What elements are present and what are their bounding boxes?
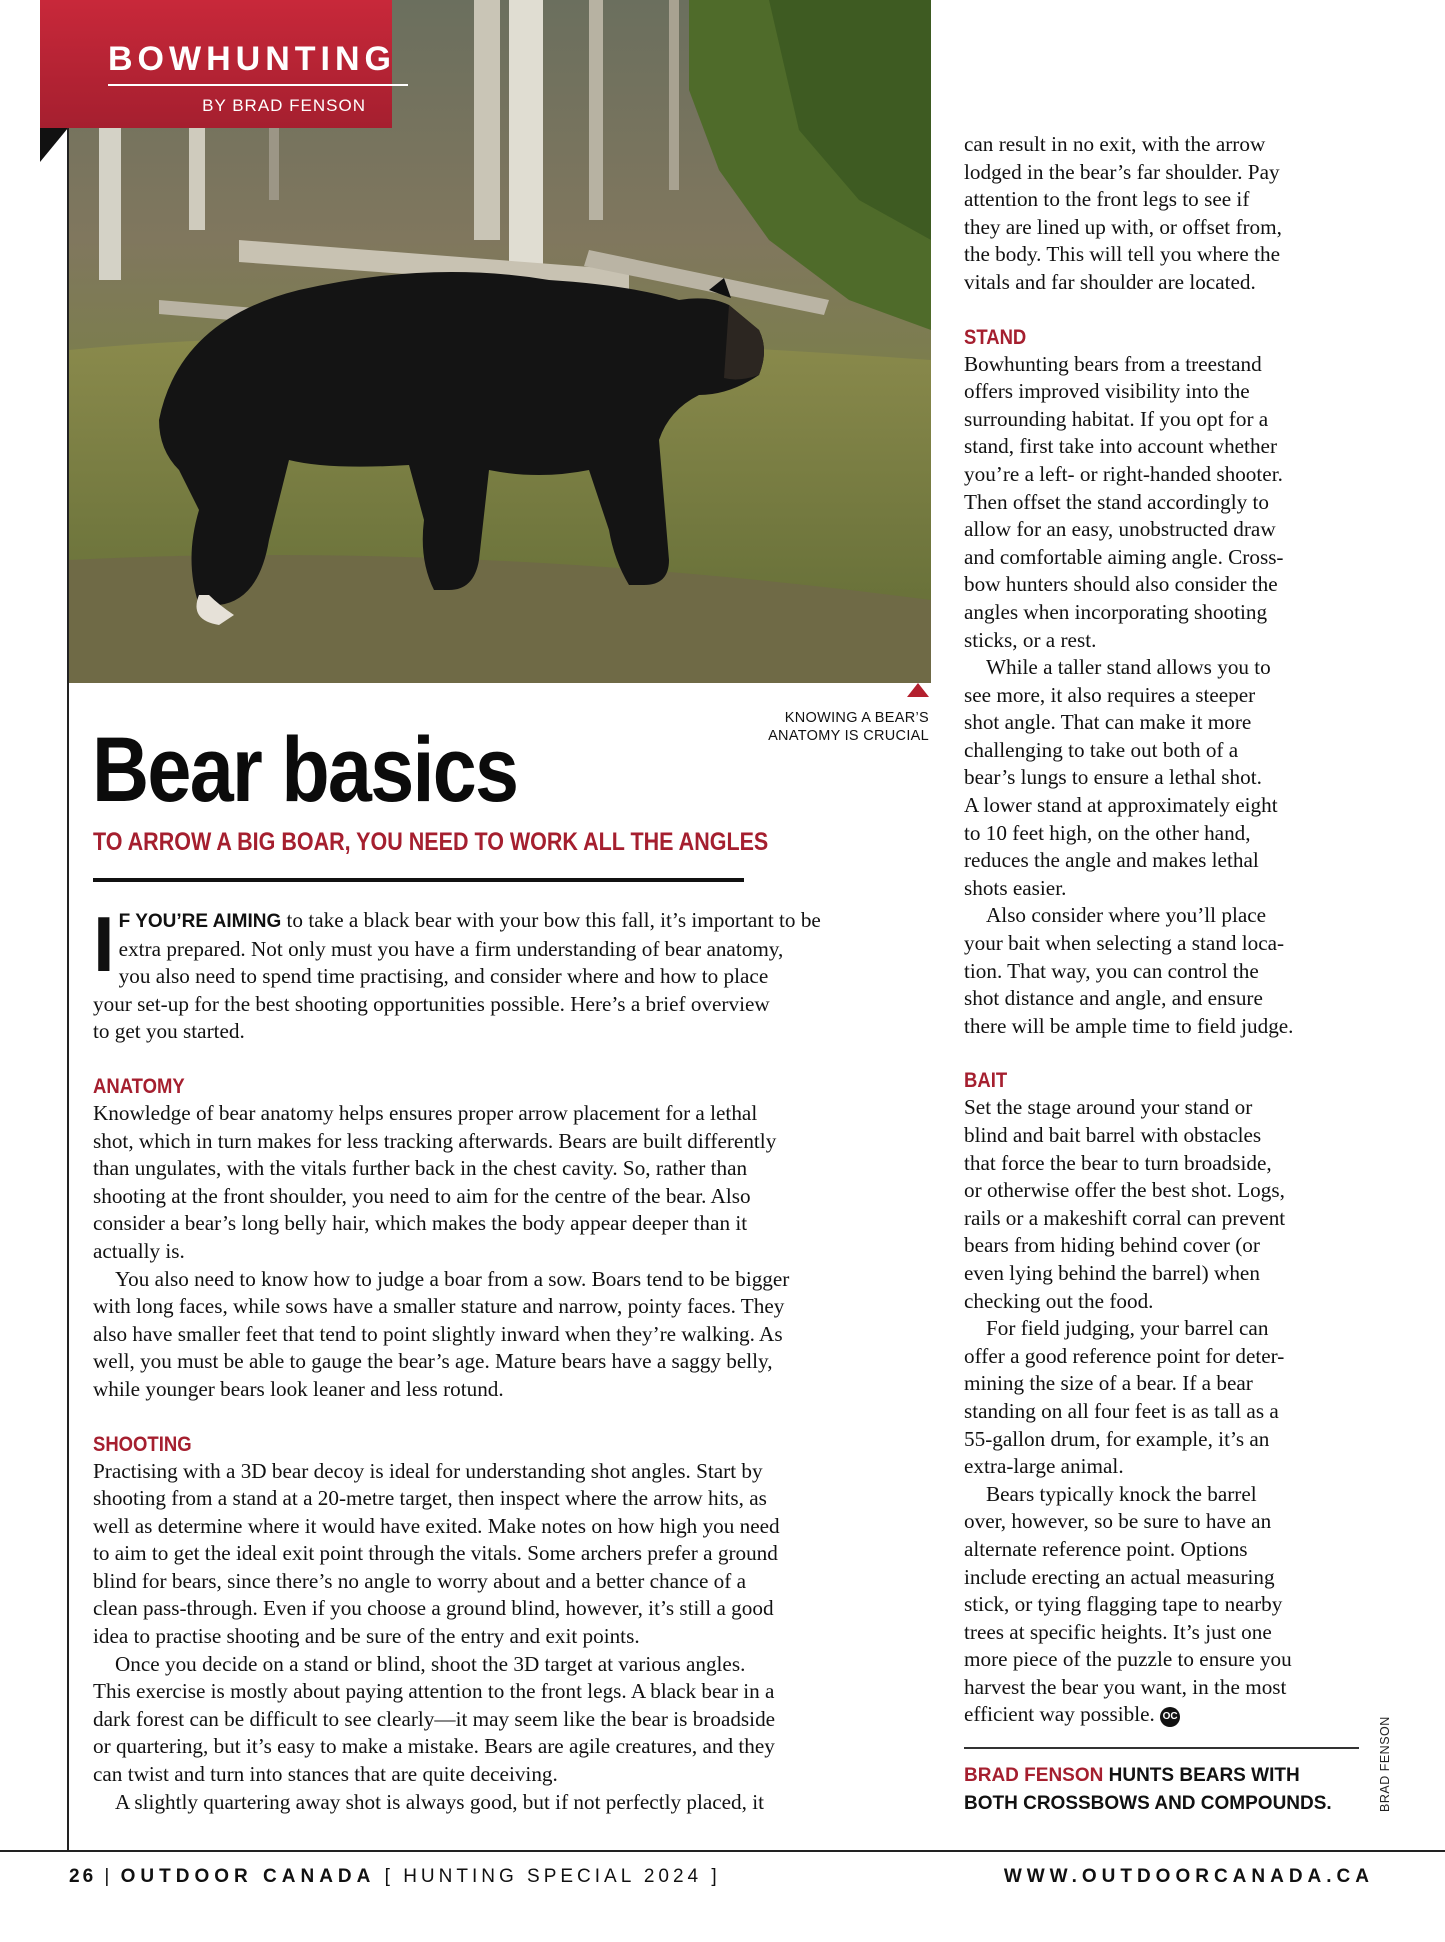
- body-paragraph: [964, 351, 1364, 655]
- text-line: 55-gallon drum, for example, it’s an: [964, 1426, 1270, 1451]
- text-line: your set-up for the best shooting opportunities possible. Here’s a brief overview: [93, 991, 770, 1016]
- text-line: lodged in the bear’s far shoulder. Pay: [964, 159, 1280, 184]
- text-line: you also need to spend time practising, and consider where and how to place: [118, 964, 769, 989]
- section-heading: BAIT: [964, 1069, 1008, 1093]
- body-paragraph: [93, 1789, 933, 1817]
- text-line: Also consider where you’ll place: [986, 903, 1267, 928]
- text-line: blind for bears, since there’s no angle to worry about and a better chance of a: [93, 1568, 747, 1593]
- section-title: BOWHUNTING: [108, 40, 396, 78]
- text-line: sticks, or a rest.: [964, 627, 1097, 652]
- deck-rule: [93, 878, 744, 882]
- text-line: there will be ample time to field judge.: [964, 1013, 1294, 1038]
- right-column: [964, 131, 1364, 1729]
- continued-paragraph: [964, 131, 1364, 297]
- folio-separator: |: [96, 1866, 121, 1887]
- text-line: stand, first take into account whether: [964, 434, 1278, 459]
- text-line: vitals and far shoulder are located.: [964, 269, 1256, 294]
- text-line-wrap: [964, 1701, 1364, 1729]
- text-line: idea to practise shooting and be sure of the entry and exit points.: [93, 1624, 640, 1649]
- text-line: surrounding habitat. If you opt for a: [964, 406, 1269, 431]
- text-line: or quartering, but it’s easy to make a mistake. Bears are agile creatures, and they: [93, 1734, 775, 1759]
- left-column-rule: [67, 128, 69, 1850]
- text-line: bow hunters should also consider the: [964, 572, 1278, 597]
- text-line: allow for an easy, unobstructed draw: [964, 517, 1276, 542]
- text-line: with long faces, while sows have a smaller stature and narrow, pointy faces. They: [93, 1294, 785, 1319]
- text-line: actually is.: [93, 1238, 185, 1263]
- text-line: extra prepared. Not only must you have a firm understanding of bear anatomy,: [118, 936, 784, 961]
- text-line: Bowhunting bears from a treestand: [964, 351, 1262, 376]
- text-line: also have smaller feet that tend to point slightly inward when they’re walking. As: [93, 1321, 783, 1346]
- body-paragraph: [964, 1315, 1364, 1481]
- bio-author-name: BRAD FENSON: [964, 1765, 1104, 1786]
- text-line: shooting at the front shoulder, you need to aim for the centre of the bear. Also: [93, 1183, 751, 1208]
- footer-folio: [69, 1866, 721, 1888]
- text-line: offer a good reference point for deter-: [964, 1343, 1285, 1368]
- text-line: Practising with a 3D bear decoy is ideal for understanding shot angles. Start by: [93, 1458, 763, 1483]
- bio-rule: [964, 1747, 1359, 1749]
- text-line: Once you decide on a stand or blind, shoot the 3D target at various angles.: [115, 1651, 746, 1676]
- right-sections: [964, 324, 1364, 1730]
- text-line: standing on all four feet is as tall as a: [964, 1398, 1279, 1423]
- text-line: include erecting an actual measuring: [964, 1564, 1275, 1589]
- photo-caption: [768, 709, 929, 745]
- text-line: shot distance and angle, and ensure: [964, 986, 1263, 1011]
- drop-cap: I: [93, 900, 115, 988]
- body-paragraph: [93, 1100, 933, 1266]
- text-line: tion. That way, you can control the: [964, 958, 1259, 983]
- text-line: can result in no exit, with the arrow: [964, 132, 1266, 156]
- body-paragraph: [93, 1458, 933, 1651]
- photo-credit: BRAD FENSON: [1378, 1716, 1392, 1812]
- byline: BY BRAD FENSON: [202, 96, 366, 115]
- section-heading: SHOOTING: [93, 1432, 192, 1456]
- magazine-name: OUTDOOR CANADA: [120, 1866, 376, 1887]
- body-paragraph: [964, 654, 1364, 902]
- text-line: well as determine where it would have exited. Make notes on how high you need: [93, 1513, 780, 1538]
- issue-name: [ HUNTING SPECIAL 2024 ]: [375, 1866, 721, 1887]
- text-line: well, you must be able to gauge the bear’s age. Mature bears have a saggy belly,: [93, 1349, 773, 1374]
- text-line: reduces the angle and makes lethal: [964, 848, 1259, 873]
- text-line: clean pass-through. Even if you choose a ground blind, however, it’s still a good: [93, 1596, 774, 1621]
- text-line: shot angle. That can make it more: [964, 710, 1252, 735]
- text-line: you’re a left- or right-handed shooter.: [964, 461, 1283, 486]
- text-line: they are lined up with, or offset from,: [964, 214, 1282, 239]
- text-line: This exercise is mostly about paying attention to the front legs. A black bear in a: [93, 1679, 775, 1704]
- text-line: Set the stage around your stand or: [964, 1095, 1253, 1120]
- text-line: Then offset the stand accordingly to: [964, 489, 1269, 514]
- text-line: to aim to get the ideal exit point through the vitals. Some archers prefer a ground: [93, 1541, 778, 1566]
- section-heading: STAND: [964, 325, 1027, 349]
- tag-corner-fold: [40, 128, 68, 162]
- text-line: offers improved visibility into the: [964, 379, 1250, 404]
- body-paragraph: [964, 1481, 1364, 1729]
- text-line: see more, it also requires a steeper: [964, 682, 1256, 707]
- text-line: rails or a makeshift corral can prevent: [964, 1205, 1286, 1230]
- text-line: even lying behind the barrel) when: [964, 1260, 1260, 1285]
- bio-text: BOTH CROSSBOWS AND COMPOUNDS.: [964, 1793, 1332, 1814]
- text-line: Knowledge of bear anatomy helps ensures proper arrow placement for a lethal: [93, 1100, 758, 1125]
- text-line: while younger bears look leaner and less rotund.: [93, 1376, 504, 1401]
- text-line: your bait when selecting a stand loca-: [964, 931, 1285, 956]
- text-line: blind and bait barrel with obstacles: [964, 1123, 1262, 1147]
- bio-text: HUNTS BEARS WITH: [1103, 1765, 1300, 1786]
- text-line: harvest the bear you want, in the most: [964, 1674, 1287, 1699]
- section-tag: [40, 0, 396, 128]
- text-line: over, however, so be sure to have an: [964, 1509, 1272, 1534]
- text-line: mining the size of a bear. If a bear: [964, 1371, 1253, 1396]
- section-tag-rule: [108, 84, 408, 86]
- article-deck: TO ARROW A BIG BOAR, YOU NEED TO WORK ALL THE ANGLES: [93, 828, 769, 856]
- body-paragraph: [964, 902, 1364, 1040]
- text-line: bears from hiding behind cover (or: [964, 1233, 1260, 1258]
- text-line: alternate reference point. Options: [964, 1536, 1248, 1561]
- text-line: shot, which in turn makes for less tracking afterwards. Bears are built differently: [93, 1128, 777, 1153]
- author-bio: [964, 1762, 1332, 1818]
- text-line: to 10 feet high, on the other hand,: [964, 820, 1251, 845]
- end-mark-icon: OC: [1160, 1707, 1180, 1727]
- body-paragraph: [93, 1651, 933, 1789]
- text-line: A lower stand at approximately eight: [964, 793, 1278, 818]
- text-line: the body. This will tell you where the: [964, 242, 1280, 267]
- text-line: dark forest can be difficult to see clearly—it may seem like the bear is broadside: [93, 1706, 776, 1731]
- text-line: and comfortable aiming angle. Cross-: [964, 544, 1284, 569]
- text-line: can twist and turn into stances that are quite deceiving.: [93, 1762, 558, 1787]
- text-line: You also need to know how to judge a boar from a sow. Boars tend to be bigger: [115, 1266, 790, 1291]
- text-line: that force the bear to turn broadside,: [964, 1150, 1272, 1175]
- lead-in: F YOU’RE AIMING: [118, 911, 282, 932]
- text-line: Bears typically knock the barrel: [986, 1481, 1257, 1506]
- text-line: A slightly quartering away shot is always good, but if not perfectly placed, it: [115, 1789, 765, 1814]
- footer-rule: [0, 1850, 1445, 1852]
- caption-line: KNOWING A BEAR’S: [784, 710, 929, 726]
- text-line: trees at specific heights. It’s just one: [964, 1619, 1272, 1644]
- text-line: efficient way possible.: [964, 1702, 1155, 1727]
- text-line: angles when incorporating shooting: [964, 599, 1268, 624]
- article-headline: Bear basics: [92, 719, 518, 821]
- intro-paragraph: [93, 900, 933, 1046]
- text-line: challenging to take out both of a: [964, 737, 1239, 762]
- text-line: stick, or tying flagging tape to nearby: [964, 1592, 1283, 1617]
- text-line: attention to the front legs to see if: [964, 187, 1250, 212]
- section-heading: ANATOMY: [93, 1074, 185, 1098]
- left-sections: [93, 1073, 933, 1816]
- text-line: more piece of the puzzle to ensure you: [964, 1647, 1292, 1672]
- page-number: 26: [69, 1866, 97, 1887]
- text-line: or otherwise offer the best shot. Logs,: [964, 1178, 1285, 1203]
- text-line: shooting from a stand at a 20-metre target, then inspect where the arrow hits, as: [93, 1486, 767, 1511]
- text-line: consider a bear’s long belly hair, which makes the body appear deeper than it: [93, 1211, 748, 1236]
- text-line: to get you started.: [93, 1019, 245, 1044]
- text-line: bear’s lungs to ensure a lethal shot.: [964, 765, 1262, 790]
- text-line: While a taller stand allows you to: [986, 655, 1271, 680]
- text-line: to take a black bear with your bow this fall, it’s important to be: [281, 908, 821, 932]
- text-line: extra-large animal.: [964, 1454, 1124, 1479]
- caption-line: ANATOMY IS CRUCIAL: [768, 728, 929, 744]
- text-line: shots easier.: [964, 875, 1067, 900]
- text-line: than ungulates, with the vitals further back in the chest cavity. So, rather than: [93, 1156, 748, 1181]
- body-paragraph: [93, 1266, 933, 1404]
- left-column: [93, 900, 933, 1816]
- caption-arrow-icon: [907, 683, 929, 697]
- text-line: checking out the food.: [964, 1288, 1154, 1313]
- text-line: For field judging, your barrel can: [986, 1316, 1269, 1341]
- body-paragraph: [964, 1094, 1364, 1315]
- footer-url[interactable]: WWW.OUTDOORCANADA.CA: [1003, 1866, 1374, 1887]
